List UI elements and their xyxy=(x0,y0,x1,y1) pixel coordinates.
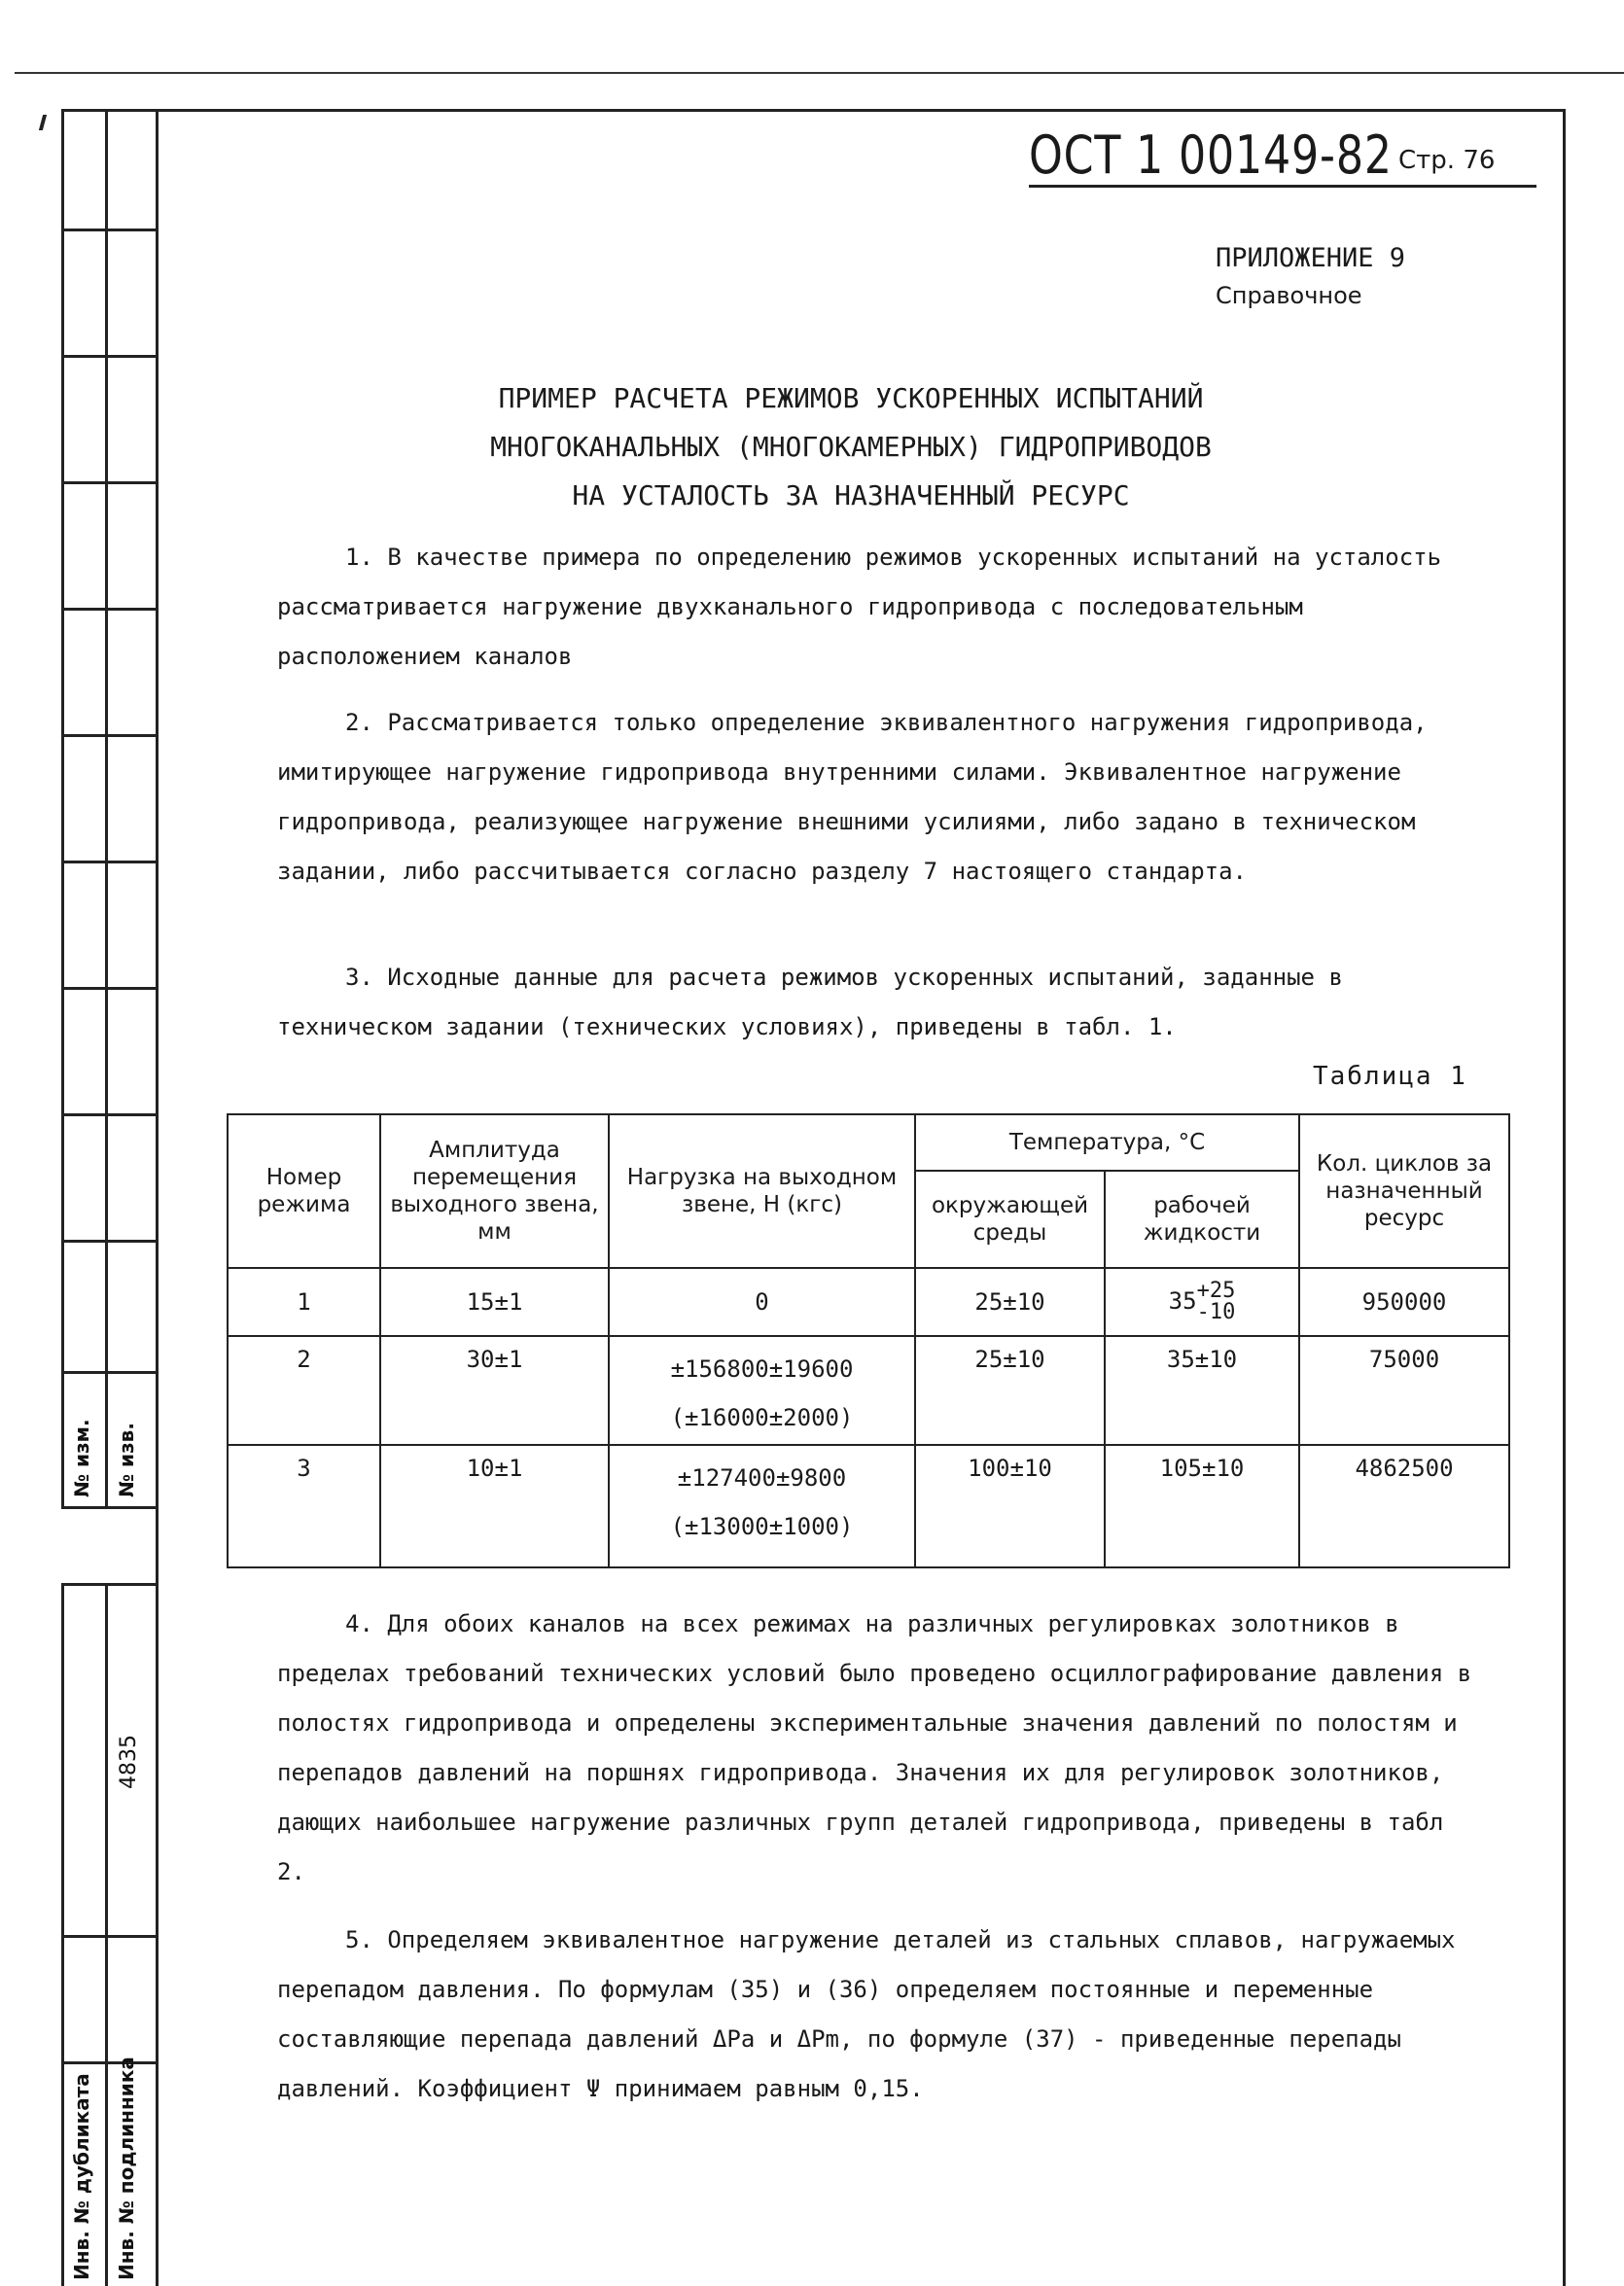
document-title xyxy=(292,374,1410,520)
cell-fluid: 35±10 xyxy=(1105,1336,1299,1445)
page-header xyxy=(1029,124,1536,188)
cell-ambient: 25±10 xyxy=(915,1336,1105,1445)
cell-amplitude: 10±1 xyxy=(380,1445,609,1567)
header-temperature: Температура, °С xyxy=(915,1114,1299,1171)
original-inventory-label: Инв. № подлинника xyxy=(115,2057,138,2280)
table-row xyxy=(228,1336,1509,1445)
duplicate-inventory-label: Инв. № дубликата xyxy=(70,2073,93,2280)
cell-load: 0 xyxy=(609,1268,915,1336)
fluid-tolerance-down: -10 xyxy=(1196,1300,1236,1324)
paragraph-1: 1. В качестве примера по определению режимов ускоренных испытаний на усталость рассматривается нагружение двухканального гидропривода с последовательным расположением каналов xyxy=(277,544,1442,670)
paragraph-3: 3. Исходные данные для расчета режимов ускоренных испытаний, заданные в техническом задании (технических условиях), приведены в табл. 1. xyxy=(277,964,1343,1040)
cell-ambient: 100±10 xyxy=(915,1445,1105,1567)
cell-load xyxy=(609,1445,915,1567)
cell-fluid xyxy=(1105,1268,1299,1336)
load-kgf: (±16000±2000) xyxy=(670,1404,854,1431)
load-newton: ±127400±9800 xyxy=(677,1464,847,1492)
table-row xyxy=(228,1268,1509,1336)
appendix-label: ПРИЛОЖЕНИЕ 9 xyxy=(1216,243,1406,273)
cell-cycles: 75000 xyxy=(1299,1336,1509,1445)
notice-number-label: № изв. xyxy=(115,1423,138,1497)
paragraph-2: 2. Рассматривается только определение эквивалентного нагружения гидропривода, имитирующее нагружение гидропривода внутренними силами. Эквивалентное нагружение гидропривода, реализующее нагружение внешними усилиями, либо задано в техническом задании, либо рассчитывается согласно разделу 7 настоящего стандарта. xyxy=(277,709,1428,885)
load-newton: ±156800±19600 xyxy=(670,1355,854,1383)
cell-cycles: 950000 xyxy=(1299,1268,1509,1336)
table-row xyxy=(228,1445,1509,1567)
table-caption: Таблица 1 xyxy=(1313,1062,1467,1091)
change-number-label: № изм. xyxy=(70,1419,93,1497)
cell-load xyxy=(609,1336,915,1445)
cell-amplitude: 30±1 xyxy=(380,1336,609,1445)
top-rule xyxy=(15,72,1624,74)
table-1 xyxy=(227,1113,1510,1568)
cell-mode: 1 xyxy=(228,1268,380,1336)
appendix-status: Справочное xyxy=(1216,282,1362,309)
title-line: ПРИМЕР РАСЧЕТА РЕЖИМОВ УСКОРЕННЫХ ИСПЫТАНИЙ xyxy=(498,382,1204,414)
cell-cycles: 4862500 xyxy=(1299,1445,1509,1567)
fluid-tolerance-up: +25 xyxy=(1196,1279,1236,1303)
header-mode: Номер режима xyxy=(228,1114,380,1268)
header-load: Нагрузка на выходном звене, Н (кгс) xyxy=(609,1114,915,1268)
cell-mode: 2 xyxy=(228,1336,380,1445)
cell-mode: 3 xyxy=(228,1445,380,1567)
original-inventory-number: 4835 xyxy=(117,1735,141,1789)
margin-mark xyxy=(39,115,47,130)
header-ambient: окружающей среды xyxy=(915,1171,1105,1268)
header-amplitude: Амплитуда перемещения выходного звена, мм xyxy=(380,1114,609,1268)
page-number: Стр. 76 xyxy=(1398,146,1496,175)
cell-ambient: 25±10 xyxy=(915,1268,1105,1336)
paragraph-4: 4. Для обоих каналов на всех режимах на различных регулировках золотников в пределах требований технических условий было проведено осциллографирование давления в полостях гидропривода и определены экспериментальные значения давлений по полостям и перепадов давлений на поршнях гидропривода. Значения их для регулировок золотников, дающих наибольшее нагружение различных групп деталей гидропривода, приведены в табл 2. xyxy=(277,1610,1472,1885)
header-fluid: рабочей жидкости xyxy=(1105,1171,1299,1268)
title-line: НА УСТАЛОСТЬ ЗА НАЗНАЧЕННЫЙ РЕСУРС xyxy=(572,479,1130,511)
fluid-base: 35 xyxy=(1168,1287,1197,1315)
paragraph-5: 5. Определяем эквивалентное нагружение деталей из стальных сплавов, нагружаемых перепадом давления. По формулам (35) и (36) определяем постоянные и переменные составляющие перепада давлений ΔPa и ΔPm, по формуле (37) - приведенные перепады давлений. Коэффициент Ψ принимаем равным 0,15. xyxy=(277,1926,1456,2102)
load-kgf: (±13000±1000) xyxy=(670,1513,854,1540)
header-cycles: Кол. циклов за назначенный ресурс xyxy=(1299,1114,1509,1268)
cell-fluid: 105±10 xyxy=(1105,1445,1299,1567)
standard-code: ОСТ 1 00149-82 xyxy=(1029,124,1393,186)
title-line: МНОГОКАНАЛЬНЫХ (МНОГОКАМЕРНЫХ) ГИДРОПРИВОДОВ xyxy=(490,431,1212,463)
cell-amplitude: 15±1 xyxy=(380,1268,609,1336)
